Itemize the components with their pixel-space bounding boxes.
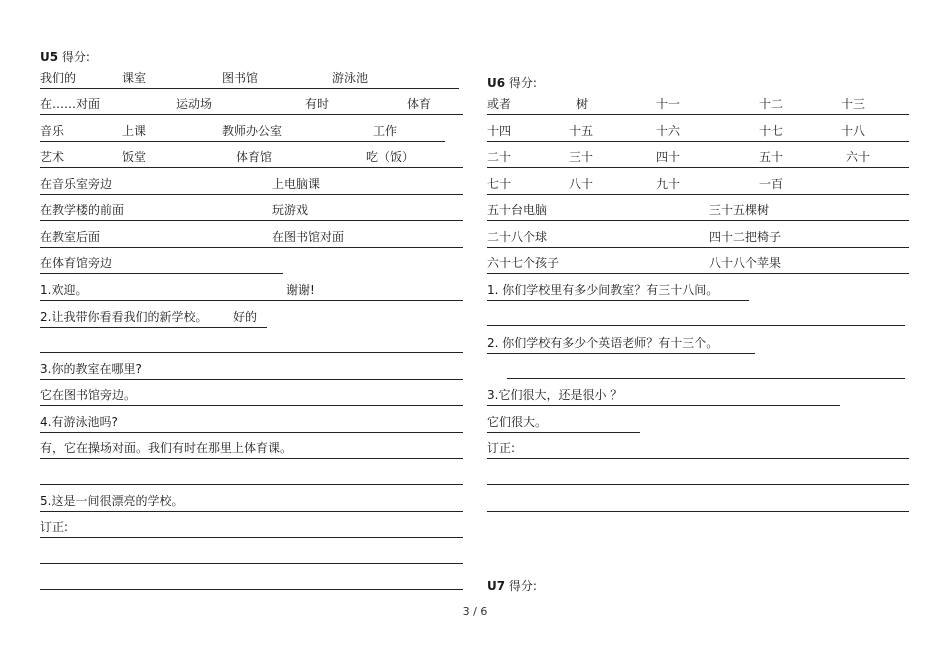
blank-line: [487, 309, 905, 326]
sentence-text: 它在图书馆旁边。: [40, 388, 137, 402]
vocab-word: 教师办公室: [222, 124, 283, 138]
phrase-row-1: [40, 178, 463, 195]
number-word: 四十: [656, 150, 681, 164]
vocab-word: 体育馆: [236, 150, 273, 164]
sentence-text: 4.有游泳池吗?: [40, 415, 118, 429]
vocab-word: 饭堂: [122, 150, 147, 164]
sentence-reply: 好的: [233, 310, 258, 324]
sentence-text: 5.这是一间很漂亮的学校。: [40, 494, 184, 508]
u6-label: U6: [487, 76, 506, 90]
vocab-word: 工作: [373, 124, 398, 138]
correction-line: [40, 521, 463, 538]
blank-line: [507, 362, 905, 379]
number-word: 五十: [759, 150, 784, 164]
u7-label: U7: [487, 579, 506, 593]
vocab-word: 有时: [305, 97, 330, 111]
question-3: [487, 389, 840, 406]
number-word: 八十: [569, 177, 594, 191]
question-text: 1. 你们学校里有多少间教室？有三十八间。: [487, 283, 719, 297]
vocab-row-4: [40, 151, 463, 168]
phrase: 在教室后面: [40, 230, 101, 244]
question-text: 它们很大。: [487, 415, 548, 429]
sentence-4: [40, 416, 463, 433]
number-word: 十八: [841, 124, 866, 138]
question-2: [487, 337, 755, 354]
phrase: 在体育馆旁边: [40, 256, 113, 270]
vocab-row-1: [40, 72, 459, 89]
sentence-1: [40, 284, 463, 301]
question-3-answer: [487, 416, 640, 433]
number-word: 十一: [656, 97, 681, 111]
question-1: [487, 284, 749, 301]
phrase: 八十八个苹果: [709, 256, 782, 270]
blank-line: [40, 336, 463, 353]
correction-line: [487, 442, 909, 459]
sentence-reply: 谢谢!: [286, 283, 315, 297]
phrase: 三十五棵树: [709, 203, 770, 217]
phrase-row-4: [40, 257, 283, 274]
blank-line: [40, 547, 463, 564]
phrase-row-2: [40, 204, 463, 221]
sentence-2: [40, 311, 267, 328]
vocab-word: 课室: [122, 71, 147, 85]
number-word: 树: [576, 97, 589, 111]
number-word: 九十: [656, 177, 681, 191]
number-word: 七十: [487, 177, 512, 191]
phrase: 在图书馆对面: [272, 230, 345, 244]
question-text: 3.它们很大，还是很小 ？: [487, 388, 623, 402]
sentence-3: [40, 363, 463, 380]
question-text: 2. 你们学校有多少个英语老师？有十三个。: [487, 336, 719, 350]
u5-score-label: 得分:: [61, 50, 90, 64]
number-word: 三十: [569, 150, 594, 164]
number-word: 十三: [841, 97, 866, 111]
vocab-word: 在……对面: [40, 97, 101, 111]
correction-label: 订正:: [40, 520, 69, 534]
phrase: 上电脑课: [272, 177, 321, 191]
sentence-text: 1.欢迎。: [40, 283, 88, 297]
number-row-3: [487, 151, 909, 168]
phrase: 六十七个孩子: [487, 256, 560, 270]
phrase: 二十八个球: [487, 230, 548, 244]
sentence-text: 有，它在操场对面。我们有时在那里上体育课。: [40, 441, 293, 455]
vocab-word: 音乐: [40, 124, 65, 138]
sentence-text: 3.你的教室在哪里?: [40, 362, 142, 376]
u6-score-label: 得分:: [508, 76, 537, 90]
number-row-2: [487, 125, 909, 142]
vocab-word: 吃（饭）: [366, 150, 415, 164]
sentence-5: [40, 495, 463, 512]
number-word: 十五: [569, 124, 594, 138]
vocab-word: 游泳池: [332, 71, 369, 85]
sentence-4-answer: [40, 442, 463, 459]
number-row-4: [487, 178, 909, 195]
u6-heading: [487, 74, 537, 91]
vocab-word: 上课: [122, 124, 147, 138]
sentence-text: 2.让我带你看看我们的新学校。: [40, 310, 208, 324]
number-row-1: [487, 98, 909, 115]
vocab-word: 图书馆: [222, 71, 259, 85]
number-word: 十七: [759, 124, 784, 138]
blank-line: [487, 468, 909, 485]
phrase-row-3: [40, 231, 463, 248]
phrase: 玩游戏: [272, 203, 309, 217]
number-word: 十二: [759, 97, 784, 111]
number-word: 二十: [487, 150, 512, 164]
phrase: 在音乐室旁边: [40, 177, 113, 191]
correction-label: 订正:: [487, 441, 516, 455]
blank-line: [40, 468, 463, 485]
sentence-3-answer: [40, 389, 463, 406]
number-word: 六十: [846, 150, 871, 164]
number-phrase-row-3: [487, 257, 909, 274]
vocab-row-3: [40, 125, 445, 142]
u7-heading: [487, 577, 537, 594]
number-phrase-row-2: [487, 231, 909, 248]
number-word: 或者: [487, 97, 512, 111]
vocab-row-2: [40, 98, 463, 115]
vocab-word: 运动场: [176, 97, 213, 111]
blank-line: [487, 495, 909, 512]
number-phrase-row-1: [487, 204, 909, 221]
blank-line: [40, 573, 463, 590]
number-word: 一百: [759, 177, 784, 191]
number-word: 十四: [487, 124, 512, 138]
u5-label: U5: [40, 50, 59, 64]
phrase: 五十台电脑: [487, 203, 548, 217]
u5-heading: [40, 48, 90, 65]
u7-score-label: 得分:: [508, 579, 537, 593]
vocab-word: 体育: [407, 97, 432, 111]
page-number: 3 / 6: [462, 605, 488, 618]
phrase: 四十二把椅子: [709, 230, 782, 244]
number-word: 十六: [656, 124, 681, 138]
phrase: 在教学楼的前面: [40, 203, 125, 217]
vocab-word: 艺术: [40, 150, 65, 164]
vocab-word: 我们的: [40, 71, 77, 85]
